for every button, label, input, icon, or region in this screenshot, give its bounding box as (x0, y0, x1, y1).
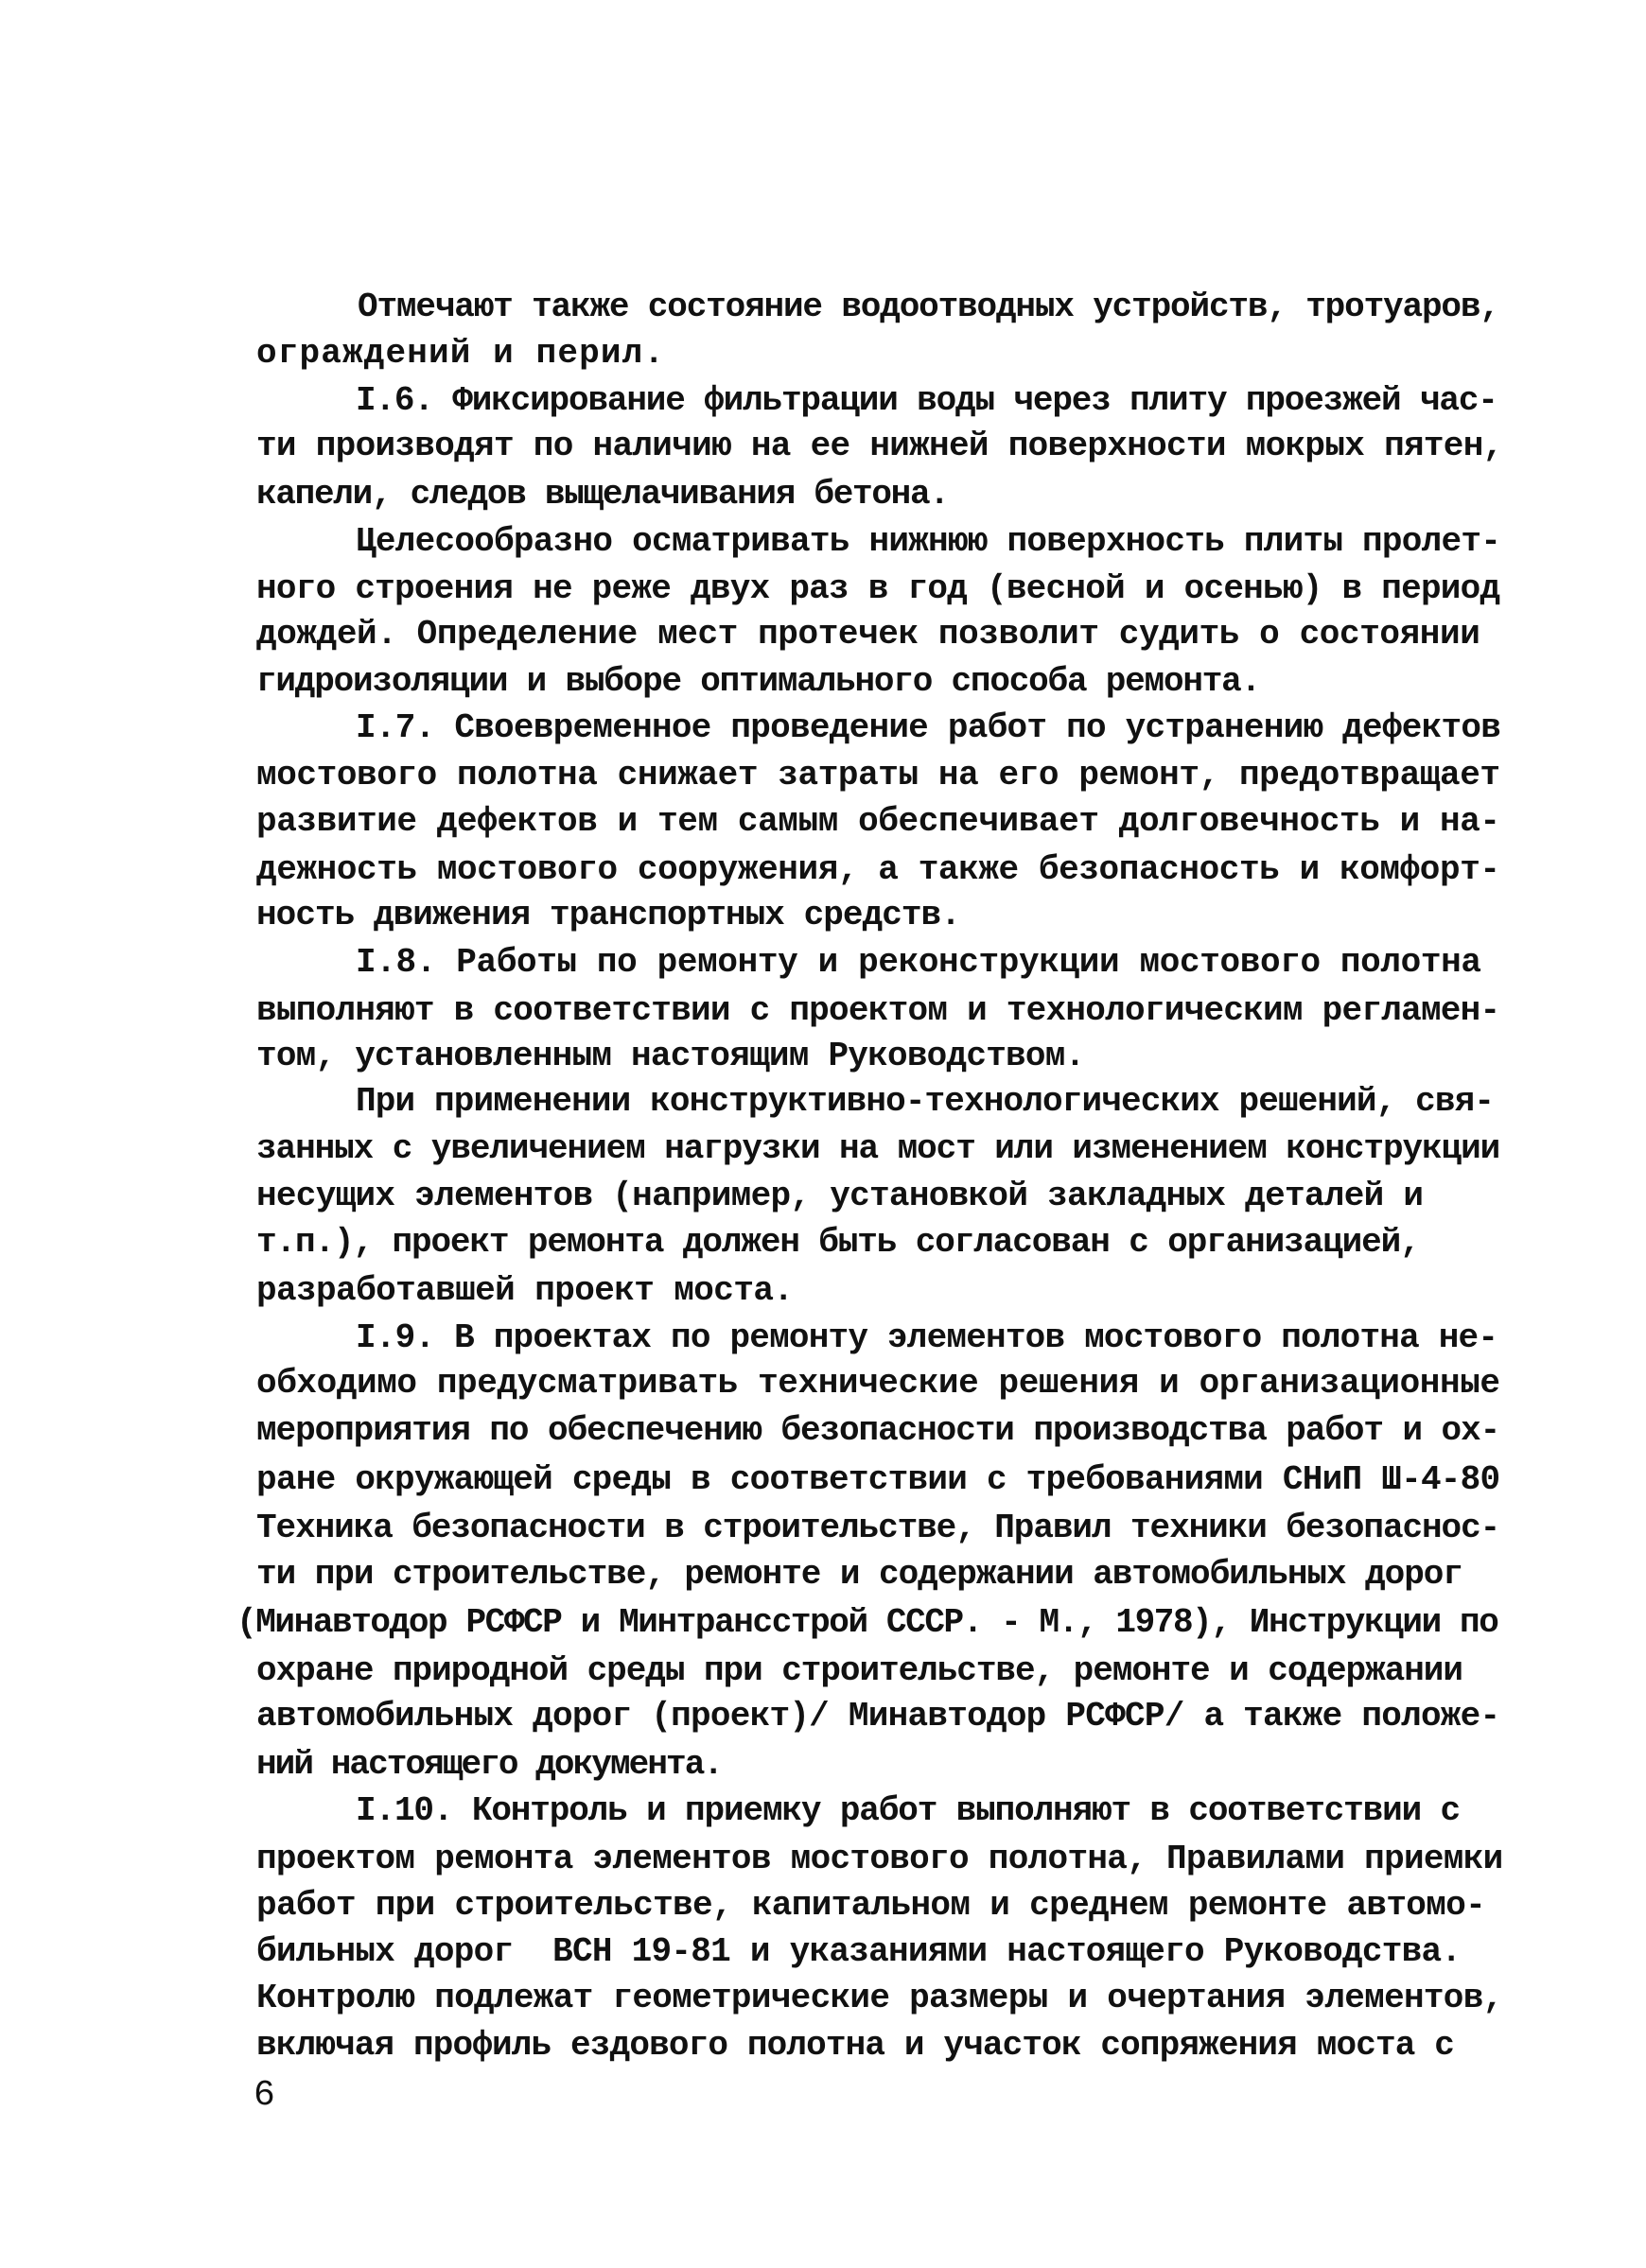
text-line: ти при строительстве, ремонте и содержании автомобильных дорог (256, 1555, 1462, 1594)
text-line: I.10. Контроль и приемку работ выполняют в соответствии с (356, 1791, 1460, 1830)
text-line: ность движения транспортных средств. (256, 896, 960, 934)
text-line: I.9. В проектах по ремонту элементов мостового полотна не- (356, 1318, 1498, 1357)
text-line: гидроизоляции и выборе оптимального способа ремонта. (256, 662, 1260, 701)
text-line: ний настоящего документа. (256, 1745, 723, 1784)
text-line: ране окружающей среды в соответствии с требованиями СНиП Ш-4-80 (256, 1460, 1500, 1499)
text-line: охране природной среды при строительстве, ремонте и содержании (256, 1651, 1462, 1690)
text-line: дежность мостового сооружения, а также безопасность и комфорт- (256, 850, 1500, 889)
text-line: обходимо предусматривать технические решения и организационные (256, 1364, 1500, 1403)
text-line: развитие дефектов и тем самым обеспечивает долговечность и на- (256, 802, 1500, 841)
text-line: При применении конструктивно-технологических решений, свя- (356, 1082, 1495, 1121)
text-line: I.6. Фиксирование фильтрации воды через плиту проезжей час- (356, 381, 1497, 420)
text-line: ти производят по наличию на ее нижней поверхности мокрых пятен, (256, 427, 1503, 465)
text-line: занных с увеличением нагрузки на мост или изменением конструкции (256, 1129, 1500, 1168)
text-line: мероприятия по обеспечению безопасности производства работ и ох- (256, 1411, 1500, 1450)
text-line: выполняют в соответствии с проектом и технологическим регламен- (256, 991, 1500, 1030)
text-line: проектом ремонта элементов мостового полотна, Правилами приемки (256, 1840, 1503, 1878)
text-line: дождей. Определение мест протечек позволит судить о состоянии (256, 615, 1480, 654)
text-line: Целесообразно осматривать нижнюю поверхность плиты пролет- (356, 522, 1501, 561)
text-line: том, установленным настоящим Руководством. (256, 1037, 1085, 1075)
text-line: капели, следов выщелачивания бетона. (256, 475, 949, 514)
text-line: Контролю подлежат геометрические размеры и очертания элементов, (256, 1979, 1503, 2017)
text-line: ограждений и перил. (256, 334, 666, 373)
text-line: мостового полотна снижает затраты на его ремонт, предотвращает (256, 756, 1500, 794)
text-line: ного строения не реже двух раз в год (весной и осенью) в период (256, 569, 1500, 608)
text-line: включая профиль ездового полотна и участок сопряжения моста с (256, 2026, 1454, 2065)
text-line: Техника безопасности в строительстве, Правил техники безопаснос- (256, 1509, 1500, 1547)
text-line: разработавшей проект моста. (256, 1271, 794, 1310)
text-line: I.7. Своевременное проведение работ по устранению дефектов (356, 708, 1501, 747)
text-line: автомобильных дорог (проект)/ Минавтодор РСФСР/ а также положе- (256, 1697, 1500, 1736)
text-line: т.п.), проект ремонта должен быть согласован с организацией, (256, 1223, 1420, 1262)
page-number: 6 (254, 2075, 275, 2116)
text-line: работ при строительстве, капитальном и среднем ремонте автомо- (256, 1886, 1486, 1925)
text-line: бильных дорог ВСН 19-81 и указаниями настоящего Руководства. (256, 1932, 1462, 1971)
text-line: I.8. Работы по ремонту и реконструкции мостового полотна (356, 943, 1481, 982)
text-line: Отмечают также состояние водоотводных устройств, тротуаров, (358, 288, 1499, 326)
text-line: (Минавтодор РСФСР и Минтрансстрой СССР. - М., 1978), Инструкции по (236, 1603, 1498, 1642)
text-line: несущих элементов (например, установкой закладных деталей и (256, 1177, 1424, 1215)
